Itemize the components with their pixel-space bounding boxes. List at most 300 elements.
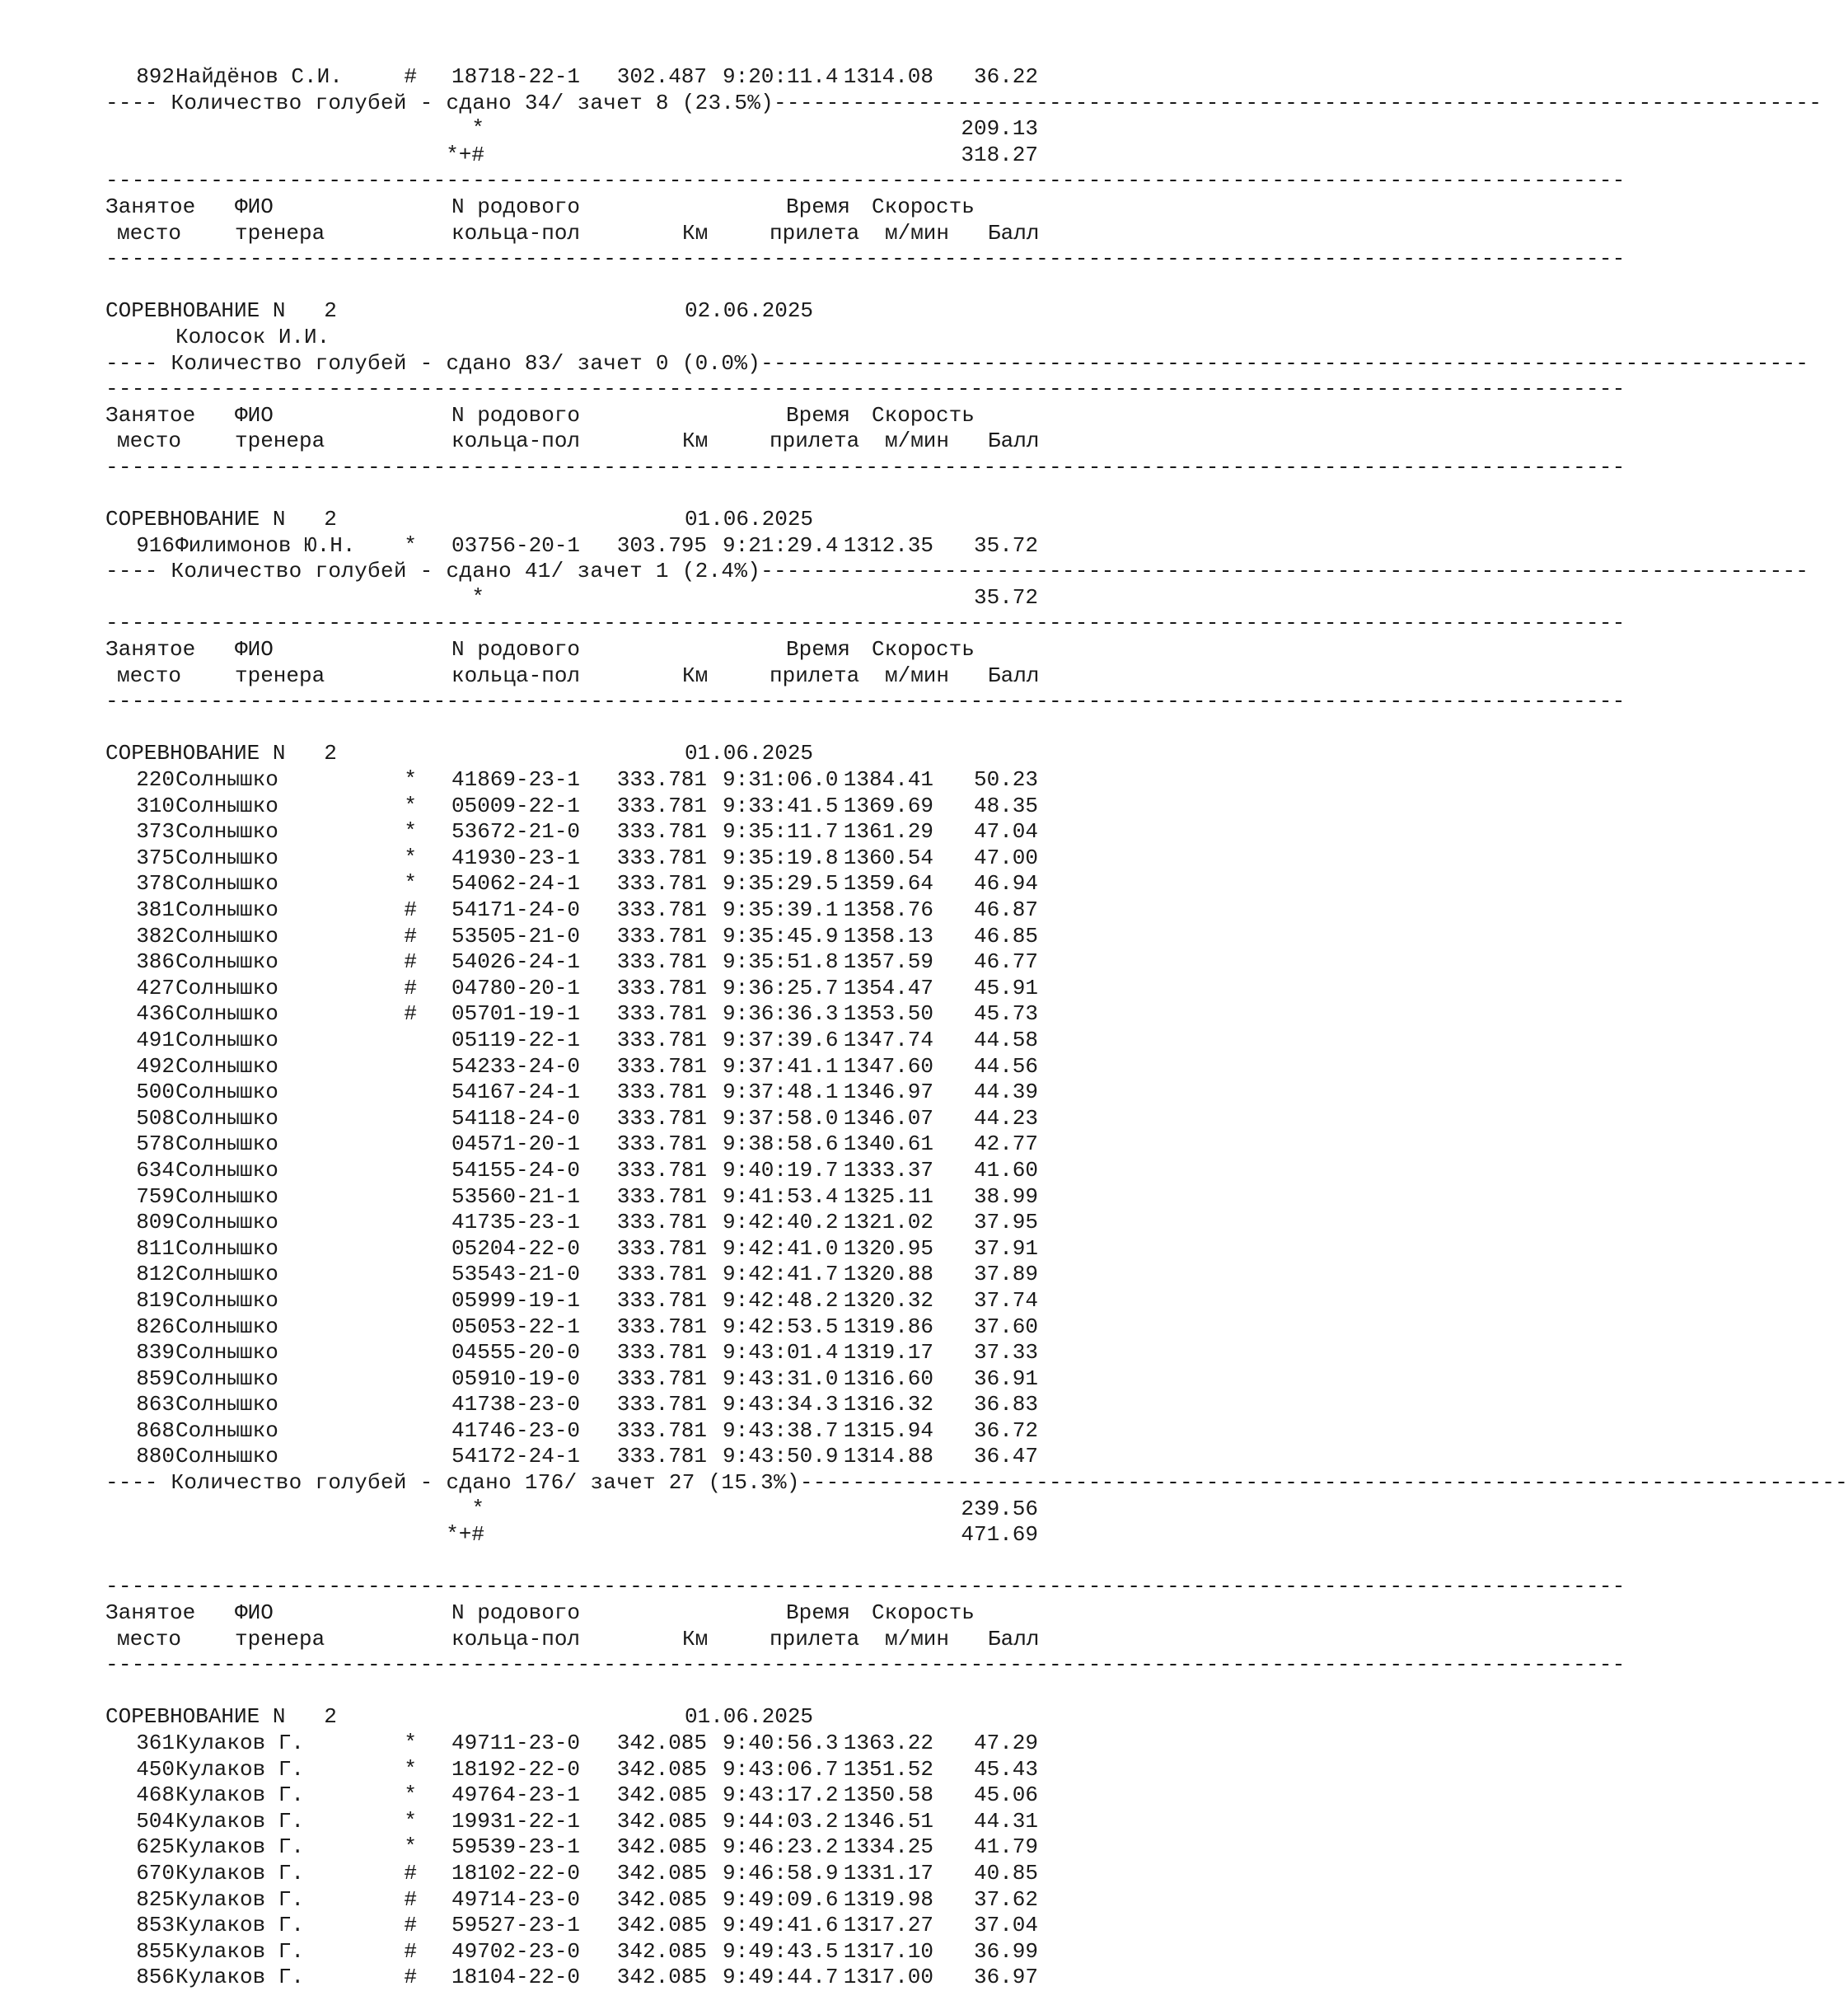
col-header-speed-2: м/мин — [885, 1626, 950, 1651]
separator-line — [105, 454, 1626, 481]
row-arrival-time: 9:36:25.7 — [723, 975, 839, 1000]
row-ring-number: 49711-23-0 — [451, 1731, 581, 1755]
row-speed: 1334.25 — [843, 1834, 933, 1860]
row-ring-number: 41930-23-1 — [451, 845, 581, 870]
col-header-fio-2: тренера — [235, 220, 325, 246]
row-score: 41.79 — [973, 1834, 1038, 1860]
row-mark: * — [404, 871, 417, 897]
row-speed: 1312.35 — [843, 532, 933, 558]
col-header-place-2: место — [117, 220, 182, 246]
row-arrival-time: 9:43:01.4 — [723, 1340, 839, 1366]
col-header-score: Балл — [988, 663, 1040, 688]
row-score: 36.47 — [973, 1444, 1038, 1469]
row-arrival-time: 9:35:19.8 — [723, 845, 839, 870]
row-arrival-time: 9:42:40.2 — [723, 1210, 839, 1235]
sum-value: 239.56 — [961, 1496, 1038, 1521]
row-ring-number: 41738-23-0 — [451, 1392, 581, 1417]
col-header-fio: ФИО — [235, 637, 274, 663]
row-distance: 333.781 — [616, 1183, 707, 1209]
row-speed: 1363.22 — [843, 1731, 933, 1755]
col-header-fio-2: тренера — [235, 429, 325, 454]
table-row — [105, 1444, 1127, 1470]
competition-title: СОРЕВНОВАНИЕ N 2 — [105, 1704, 337, 1730]
separator-line — [105, 689, 1626, 715]
table-row — [105, 1418, 1127, 1445]
row-speed: 1319.98 — [843, 1886, 933, 1912]
row-place: 812 — [136, 1262, 175, 1287]
table-row — [105, 1131, 1127, 1158]
row-distance: 333.781 — [616, 923, 707, 949]
row-ring-number: 18102-22-0 — [451, 1860, 581, 1886]
row-distance: 342.085 — [616, 1783, 707, 1808]
row-trainer-name: Кулаков Г. — [175, 1756, 305, 1782]
col-header-score: Балл — [988, 1626, 1040, 1651]
header-spacer — [105, 1679, 1127, 1705]
col-header-place-2: место — [117, 429, 182, 454]
table-row — [105, 1965, 1127, 1991]
row-mark: # — [404, 1965, 417, 1990]
table-row — [105, 1184, 1127, 1211]
table-row — [105, 533, 1127, 560]
row-distance: 333.781 — [616, 1105, 707, 1131]
row-arrival-time: 9:42:53.5 — [723, 1314, 839, 1339]
row-ring-number: 54172-24-1 — [451, 1444, 581, 1469]
row-mark: # — [404, 975, 417, 1000]
row-distance: 342.085 — [616, 1965, 707, 1990]
separator-line — [105, 1574, 1626, 1600]
row-ring-number: 41735-23-1 — [451, 1210, 581, 1235]
row-mark: # — [404, 1938, 417, 1964]
row-distance: 333.781 — [616, 1027, 707, 1052]
row-speed: 1346.07 — [843, 1105, 933, 1131]
row-place: 634 — [136, 1157, 175, 1183]
competition-date: 01.06.2025 — [685, 741, 814, 766]
table-row — [105, 1288, 1127, 1314]
row-arrival-time: 9:35:51.8 — [723, 949, 839, 975]
sum-value: 35.72 — [973, 584, 1038, 610]
row-score: 44.23 — [973, 1105, 1038, 1131]
row-ring-number: 54026-24-1 — [451, 949, 581, 975]
competition-date: 02.06.2025 — [685, 298, 814, 324]
row-place: 863 — [136, 1392, 175, 1417]
row-place: 381 — [136, 897, 175, 922]
row-trainer-name: Кулаков Г. — [175, 1731, 305, 1755]
dash-rule: -------------------------------------------------------------------------------------------------------------------- — [105, 377, 1626, 402]
col-header-time: Время — [786, 637, 851, 663]
row-ring-number: 54233-24-0 — [451, 1053, 581, 1079]
row-ring-number: 05999-19-1 — [451, 1287, 581, 1313]
row-arrival-time: 9:42:41.0 — [723, 1235, 839, 1261]
row-trainer-name: Кулаков Г. — [175, 1860, 305, 1886]
col-header-time-2: прилета — [770, 220, 860, 246]
row-trainer-name: Солнышко — [175, 1287, 278, 1313]
row-arrival-time: 9:49:44.7 — [723, 1965, 839, 1990]
competition-date: 01.06.2025 — [685, 1704, 814, 1730]
trainer-subtitle: Колосок И.И. — [175, 324, 330, 349]
row-speed: 1325.11 — [843, 1183, 933, 1209]
row-trainer-name: Солнышко — [175, 949, 278, 975]
row-trainer-name: Солнышко — [175, 1027, 278, 1052]
dash-rule: -------------------------------------------------------------------------------------------------------------------- — [105, 611, 1626, 636]
row-speed: 1354.47 — [843, 975, 933, 1000]
col-header-place-2: место — [117, 1626, 182, 1651]
col-header-fio: ФИО — [235, 402, 274, 428]
row-score: 37.60 — [973, 1314, 1038, 1339]
row-arrival-time: 9:20:11.4 — [723, 64, 839, 89]
row-mark: # — [404, 923, 417, 949]
col-header-time-2: прилета — [770, 429, 860, 454]
competition-title: СОРЕВНОВАНИЕ N 2 — [105, 298, 337, 324]
row-trainer-name: Солнышко — [175, 871, 278, 897]
row-place: 378 — [136, 871, 175, 897]
row-trainer-name: Солнышко — [175, 1080, 278, 1105]
row-distance: 342.085 — [616, 1938, 707, 1964]
row-speed: 1369.69 — [843, 793, 933, 818]
row-distance: 342.085 — [616, 1886, 707, 1912]
row-score: 37.62 — [973, 1886, 1038, 1912]
row-arrival-time: 9:49:41.6 — [723, 1913, 839, 1938]
row-trainer-name: Солнышко — [175, 1105, 278, 1131]
row-speed: 1360.54 — [843, 845, 933, 870]
row-ring-number: 18718-22-1 — [451, 64, 581, 89]
row-place: 220 — [136, 767, 175, 793]
row-distance: 302.487 — [616, 64, 707, 89]
row-place: 825 — [136, 1886, 175, 1912]
row-speed: 1347.60 — [843, 1053, 933, 1079]
table-row — [105, 1001, 1127, 1028]
row-speed: 1346.51 — [843, 1808, 933, 1834]
row-ring-number: 05053-22-1 — [451, 1314, 581, 1339]
row-ring-number: 03756-20-1 — [451, 532, 581, 558]
table-row — [105, 897, 1127, 924]
competition-title-line — [105, 1704, 1127, 1731]
separator-line — [105, 1652, 1626, 1679]
row-distance: 333.781 — [616, 897, 707, 922]
row-trainer-name: Кулаков Г. — [175, 1808, 305, 1834]
row-speed: 1347.74 — [843, 1027, 933, 1052]
row-score: 36.91 — [973, 1366, 1038, 1391]
sum-mark: * — [471, 116, 484, 142]
competition-title-line — [105, 507, 1127, 533]
row-distance: 333.781 — [616, 845, 707, 870]
row-score: 44.58 — [973, 1027, 1038, 1052]
row-score: 45.73 — [973, 1001, 1038, 1027]
row-ring-number: 05119-22-1 — [451, 1027, 581, 1052]
col-header-km: Км — [682, 1626, 709, 1651]
col-header-score: Балл — [988, 220, 1040, 246]
pigeon-count-line — [105, 350, 1809, 377]
row-distance: 333.781 — [616, 1053, 707, 1079]
col-header-score: Балл — [988, 429, 1040, 454]
row-speed: 1351.52 — [843, 1756, 933, 1782]
col-header-speed: Скорость — [872, 194, 975, 219]
col-header-ring: N родового — [451, 1600, 581, 1626]
col-header-time: Время — [786, 402, 851, 428]
row-speed: 1320.88 — [843, 1262, 933, 1287]
dash-rule: -------------------------------------------------------------------------------------------------------------------- — [105, 246, 1626, 272]
sum-mark: * — [471, 1496, 484, 1521]
row-speed: 1359.64 — [843, 871, 933, 897]
pigeon-count-line — [105, 1470, 1848, 1497]
sum-value: 318.27 — [961, 142, 1038, 167]
table-row — [105, 1887, 1127, 1914]
col-header-ring-2: кольца-пол — [451, 429, 581, 454]
col-header-ring: N родового — [451, 402, 581, 428]
table-header-row-1 — [105, 194, 1127, 221]
row-mark: * — [404, 1731, 417, 1755]
table-header-row-2 — [105, 663, 1127, 690]
table-row — [105, 1731, 1127, 1757]
table-row — [105, 1340, 1127, 1366]
header-spacer — [105, 273, 1127, 299]
row-place: 468 — [136, 1783, 175, 1808]
row-trainer-name: Найдёнов С.И. — [175, 64, 343, 89]
row-mark: # — [404, 1001, 417, 1027]
row-speed: 1321.02 — [843, 1210, 933, 1235]
row-speed: 1316.32 — [843, 1392, 933, 1417]
competition-title-line — [105, 298, 1127, 325]
row-ring-number: 53672-21-0 — [451, 819, 581, 845]
table-row — [105, 1939, 1127, 1965]
row-speed: 1384.41 — [843, 767, 933, 793]
row-distance: 333.781 — [616, 1157, 707, 1183]
row-mark: # — [404, 64, 417, 89]
row-ring-number: 54167-24-1 — [451, 1080, 581, 1105]
row-place: 450 — [136, 1756, 175, 1782]
table-header-row-1 — [105, 403, 1127, 429]
col-header-ring-2: кольца-пол — [451, 220, 581, 246]
row-place: 856 — [136, 1965, 175, 1990]
row-distance: 333.781 — [616, 1131, 707, 1157]
row-ring-number: 04780-20-1 — [451, 975, 581, 1000]
row-speed: 1316.60 — [843, 1366, 933, 1391]
row-speed: 1317.27 — [843, 1913, 933, 1938]
row-trainer-name: Солнышко — [175, 1340, 278, 1366]
row-arrival-time: 9:31:06.0 — [723, 767, 839, 793]
row-trainer-name: Кулаков Г. — [175, 1834, 305, 1860]
table-row — [105, 846, 1127, 872]
row-score: 47.00 — [973, 845, 1038, 870]
row-speed: 1333.37 — [843, 1157, 933, 1183]
pigeon-count-line — [105, 90, 1822, 117]
pigeon-count-line — [105, 559, 1809, 585]
score-sum-line — [105, 1522, 1127, 1548]
row-distance: 342.085 — [616, 1731, 707, 1755]
table-row — [105, 1757, 1127, 1783]
row-trainer-name: Солнышко — [175, 1417, 278, 1443]
col-header-time-2: прилета — [770, 1626, 860, 1651]
table-row — [105, 1262, 1127, 1288]
row-score: 37.04 — [973, 1913, 1038, 1938]
row-distance: 333.781 — [616, 1366, 707, 1391]
dash-rule: -------------------------------------------------------------------------------------------------------------------- — [105, 689, 1626, 714]
row-distance: 342.085 — [616, 1756, 707, 1782]
row-speed: 1317.00 — [843, 1965, 933, 1990]
row-score: 47.04 — [973, 819, 1038, 845]
table-row — [105, 1809, 1127, 1835]
row-distance: 333.781 — [616, 819, 707, 845]
row-trainer-name: Солнышко — [175, 845, 278, 870]
col-header-ring: N родового — [451, 194, 581, 219]
table-row — [105, 1861, 1127, 1887]
row-trainer-name: Солнышко — [175, 793, 278, 818]
dash-rule: -------------------------------------------------------------------------------------------------------------------- — [105, 168, 1626, 194]
table-row — [105, 1236, 1127, 1263]
col-header-ring-2: кольца-пол — [451, 663, 581, 688]
row-ring-number: 41869-23-1 — [451, 767, 581, 793]
row-ring-number: 53560-21-1 — [451, 1183, 581, 1209]
row-score: 44.56 — [973, 1053, 1038, 1079]
row-arrival-time: 9:44:03.2 — [723, 1808, 839, 1834]
row-arrival-time: 9:46:58.9 — [723, 1860, 839, 1886]
row-ring-number: 49714-23-0 — [451, 1886, 581, 1912]
row-arrival-time: 9:36:36.3 — [723, 1001, 839, 1027]
row-ring-number: 04571-20-1 — [451, 1131, 581, 1157]
table-row — [105, 64, 1127, 91]
row-score: 37.74 — [973, 1287, 1038, 1313]
row-trainer-name: Солнышко — [175, 897, 278, 922]
separator-line — [105, 611, 1626, 637]
row-score: 50.23 — [973, 767, 1038, 793]
row-distance: 303.795 — [616, 532, 707, 558]
table-header-row-1 — [105, 1600, 1127, 1627]
row-score: 36.97 — [973, 1965, 1038, 1990]
row-mark: # — [404, 949, 417, 975]
row-trainer-name: Солнышко — [175, 1262, 278, 1287]
row-distance: 333.781 — [616, 767, 707, 793]
row-mark: # — [404, 1913, 417, 1938]
row-place: 853 — [136, 1913, 175, 1938]
pigeon-count-text: ---- Количество голубей - сдано 34/ зачет 8 (23.5%)-------------------------------------------------------------------------------- — [105, 90, 1822, 115]
row-ring-number: 18192-22-0 — [451, 1756, 581, 1782]
competition-date: 01.06.2025 — [685, 507, 814, 532]
col-header-speed-2: м/мин — [885, 663, 950, 688]
row-place: 492 — [136, 1053, 175, 1079]
row-ring-number: 53505-21-0 — [451, 923, 581, 949]
row-arrival-time: 9:42:48.2 — [723, 1287, 839, 1313]
row-place: 310 — [136, 793, 175, 818]
row-ring-number: 18104-22-0 — [451, 1965, 581, 1990]
row-score: 40.85 — [973, 1860, 1038, 1886]
row-place: 361 — [136, 1731, 175, 1755]
row-place: 500 — [136, 1080, 175, 1105]
row-arrival-time: 9:41:53.4 — [723, 1183, 839, 1209]
row-mark: * — [404, 1756, 417, 1782]
separator-line — [105, 246, 1626, 273]
pigeon-count-text: ---- Количество голубей - сдано 83/ зачет 0 (0.0%)-------------------------------------------------------------------------------- — [105, 350, 1809, 376]
row-arrival-time: 9:33:41.5 — [723, 793, 839, 818]
row-arrival-time: 9:35:39.1 — [723, 897, 839, 922]
row-arrival-time: 9:49:09.6 — [723, 1886, 839, 1912]
table-row — [105, 1366, 1127, 1393]
row-place: 809 — [136, 1210, 175, 1235]
row-mark: * — [404, 767, 417, 793]
row-score: 46.87 — [973, 897, 1038, 922]
competition-title-line — [105, 741, 1127, 767]
score-sum-line — [105, 143, 1127, 169]
row-ring-number: 54062-24-1 — [451, 871, 581, 897]
row-arrival-time: 9:37:48.1 — [723, 1080, 839, 1105]
col-header-km: Км — [682, 220, 709, 246]
row-speed: 1314.88 — [843, 1444, 933, 1469]
table-row — [105, 1210, 1127, 1236]
row-trainer-name: Солнышко — [175, 1131, 278, 1157]
row-ring-number: 59539-23-1 — [451, 1834, 581, 1860]
row-speed: 1317.10 — [843, 1938, 933, 1964]
row-trainer-name: Кулаков Г. — [175, 1938, 305, 1964]
row-trainer-name: Солнышко — [175, 1235, 278, 1261]
row-arrival-time: 9:35:11.7 — [723, 819, 839, 845]
row-ring-number: 49702-23-0 — [451, 1938, 581, 1964]
row-ring-number: 04555-20-0 — [451, 1340, 581, 1366]
row-place: 504 — [136, 1808, 175, 1834]
row-place: 508 — [136, 1105, 175, 1131]
row-score: 44.31 — [973, 1808, 1038, 1834]
separator-line — [105, 168, 1626, 194]
row-distance: 333.781 — [616, 975, 707, 1000]
row-ring-number: 54155-24-0 — [451, 1157, 581, 1183]
row-score: 42.77 — [973, 1131, 1038, 1157]
row-speed: 1314.08 — [843, 64, 933, 89]
row-trainer-name: Солнышко — [175, 1210, 278, 1235]
row-ring-number: 19931-22-1 — [451, 1808, 581, 1834]
col-header-ring: N родового — [451, 637, 581, 663]
row-score: 41.60 — [973, 1157, 1038, 1183]
row-arrival-time: 9:43:31.0 — [723, 1366, 839, 1391]
row-arrival-time: 9:49:43.5 — [723, 1938, 839, 1964]
pigeon-count-text: ---- Количество голубей - сдано 41/ зачет 1 (2.4%)-------------------------------------------------------------------------------- — [105, 559, 1809, 584]
row-distance: 342.085 — [616, 1808, 707, 1834]
row-ring-number: 05009-22-1 — [451, 793, 581, 818]
row-speed: 1350.58 — [843, 1783, 933, 1808]
row-arrival-time: 9:42:41.7 — [723, 1262, 839, 1287]
row-arrival-time: 9:37:58.0 — [723, 1105, 839, 1131]
row-speed: 1358.13 — [843, 923, 933, 949]
row-distance: 342.085 — [616, 1860, 707, 1886]
row-place: 819 — [136, 1287, 175, 1313]
row-distance: 333.781 — [616, 1262, 707, 1287]
table-header-row-2 — [105, 1627, 1127, 1653]
row-distance: 333.781 — [616, 1210, 707, 1235]
col-header-speed: Скорость — [872, 637, 975, 663]
table-row — [105, 1913, 1127, 1939]
row-place: 373 — [136, 819, 175, 845]
row-score: 36.72 — [973, 1417, 1038, 1443]
col-header-speed: Скорость — [872, 1600, 975, 1626]
row-score: 45.91 — [973, 975, 1038, 1000]
row-place: 386 — [136, 949, 175, 975]
table-row — [105, 794, 1127, 820]
col-header-time: Время — [786, 194, 851, 219]
row-place: 839 — [136, 1340, 175, 1366]
row-distance: 333.781 — [616, 1340, 707, 1366]
row-trainer-name: Солнышко — [175, 1001, 278, 1027]
col-header-km: Км — [682, 429, 709, 454]
dash-rule: -------------------------------------------------------------------------------------------------------------------- — [105, 1652, 1626, 1678]
col-header-fio: ФИО — [235, 194, 274, 219]
row-score: 46.77 — [973, 949, 1038, 975]
row-score: 38.99 — [973, 1183, 1038, 1209]
row-score: 36.22 — [973, 64, 1038, 89]
row-place: 859 — [136, 1366, 175, 1391]
row-arrival-time: 9:37:39.6 — [723, 1027, 839, 1052]
row-place: 811 — [136, 1235, 175, 1261]
col-header-km: Км — [682, 663, 709, 688]
row-distance: 333.781 — [616, 1444, 707, 1469]
row-mark: * — [404, 793, 417, 818]
table-header-row-2 — [105, 429, 1127, 455]
table-row — [105, 871, 1127, 897]
